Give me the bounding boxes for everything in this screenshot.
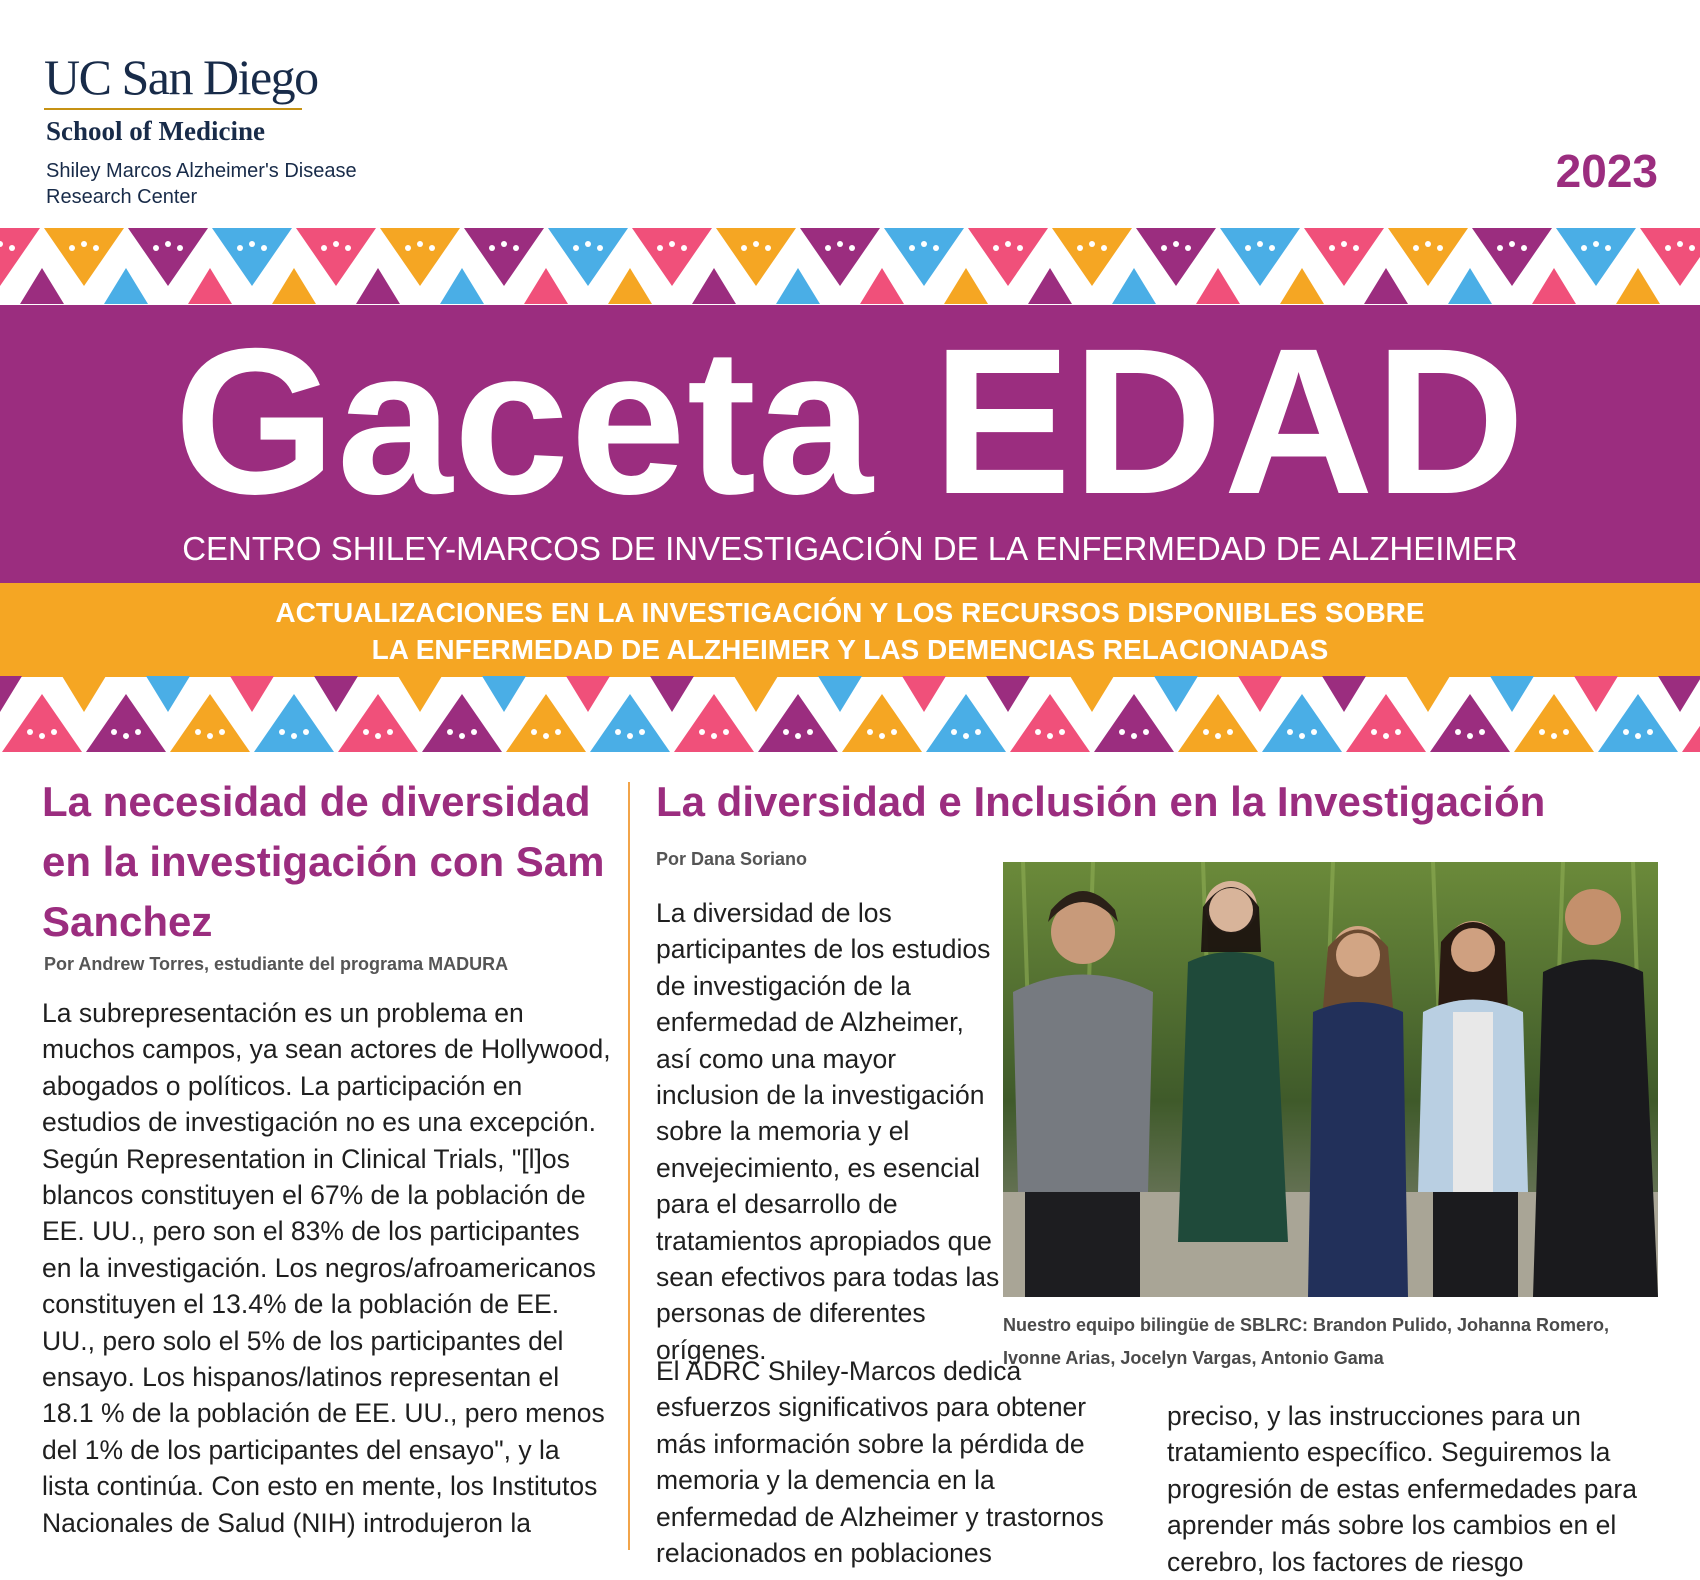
papel-picado-cutout [261, 245, 267, 251]
papel-picado-cutout [933, 245, 939, 251]
papel-picado-flag-small [1448, 268, 1492, 304]
tagline-line2: LA ENFERMEDAD DE ALZHEIMER Y LAS DEMENCIAS RELACIONADAS [371, 634, 1329, 665]
papel-picado-cutout [975, 729, 981, 735]
papel-picado-cutout [291, 733, 297, 739]
team-photo-illustration [1003, 862, 1658, 1297]
newsletter-subtitle: CENTRO SHILEY-MARCOS DE INVESTIGACIÓN DE LA ENFERMEDAD DE ALZHEIMER [182, 530, 1518, 567]
left-article-body [42, 995, 612, 1541]
papel-picado-cutout [825, 245, 831, 251]
papel-picado-flag [1388, 228, 1468, 286]
papel-picado-flag [1010, 694, 1090, 752]
papel-picado-flag-small [188, 268, 232, 304]
papel-picado-flag-small [1196, 268, 1240, 304]
papel-picado-cutout [219, 729, 225, 735]
papel-picado-cutout [1425, 241, 1431, 247]
papel-picado-cutout [417, 241, 423, 247]
papel-picado-flag-small [650, 676, 694, 712]
papel-picado-cutout [1131, 733, 1137, 739]
papel-picado-flag-small [1490, 676, 1534, 712]
papel-picado-cutout [1563, 729, 1569, 735]
papel-picado-cutout [249, 241, 255, 247]
papel-picado-cutout [1479, 729, 1485, 735]
papel-picado-band-bottom [0, 674, 1700, 754]
papel-picado-pattern-bottom [0, 674, 1700, 754]
papel-picado-flag-small [230, 676, 274, 712]
papel-picado-cutout [51, 729, 57, 735]
papel-picado-cutout [1101, 245, 1107, 251]
papel-picado-flag [674, 694, 754, 752]
papel-picado-flag [926, 694, 1006, 752]
papel-picado-flag [338, 694, 418, 752]
left-headline-line2: en la investigación con Sam [42, 838, 605, 885]
papel-picado-cutout [1227, 729, 1233, 735]
papel-picado-cutout [1647, 729, 1653, 735]
papel-picado-cutout [207, 733, 213, 739]
papel-picado-cutout [711, 733, 717, 739]
left-article-byline: Por Andrew Torres, estudiante del programa MADURA [44, 954, 509, 974]
papel-picado-cutout [1551, 733, 1557, 739]
papel-picado-cutout [195, 729, 201, 735]
papel-picado-flag-small [1154, 676, 1198, 712]
papel-picado-flag-small [524, 268, 568, 304]
papel-picado-cutout [1413, 245, 1419, 251]
papel-picado-cutout [1089, 241, 1095, 247]
papel-picado-cutout [1437, 245, 1443, 251]
papel-picado-flag-small [860, 268, 904, 304]
papel-picado-cutout [333, 241, 339, 247]
papel-picado-flag [296, 228, 376, 286]
papel-picado-flag-small [1238, 676, 1282, 712]
papel-picado-cutout [1665, 245, 1671, 251]
papel-picado-cutout [165, 241, 171, 247]
papel-picado-flag [254, 694, 334, 752]
papel-picado-flag [170, 694, 250, 752]
papel-picado-cutout [657, 245, 663, 251]
papel-picado-flag-small [272, 268, 316, 304]
papel-picado-flag-small [0, 676, 22, 712]
papel-picado-flag [1556, 228, 1636, 286]
papel-picado-cutout [741, 245, 747, 251]
papel-picado-cutout [753, 241, 759, 247]
papel-picado-cutout [405, 245, 411, 251]
papel-picado-cutout [303, 729, 309, 735]
papel-picado-flag [1178, 694, 1258, 752]
papel-picado-cutout [867, 729, 873, 735]
papel-picado-cutout [1059, 729, 1065, 735]
right-article-paragraph-1: La diversidad de los participantes de los estudios de investigación de la enfermedad de Alzheimer, así como una mayor inclusion de la investigación sobre la memoria y el envejecimiento, es esencial para el desarrollo de tratamientos apropiados que sean efectivos para todas las personas de diferentes orígenes. [656, 898, 1000, 1365]
papel-picado-cutout [1341, 241, 1347, 247]
papel-picado-cutout [111, 729, 117, 735]
right-article-paragraph-3: preciso, y las instrucciones para un tratamiento específico. Seguiremos la progresión de estas enfermedades para aprender más sobre los cambios en el cerebro, los factores de riesgo [1167, 1401, 1637, 1577]
papel-picado-cutout [783, 729, 789, 735]
papel-picado-flag-small [1322, 676, 1366, 712]
papel-picado-flag-small [356, 268, 400, 304]
papel-picado-cutout [1521, 245, 1527, 251]
papel-picado-flag [128, 228, 208, 286]
papel-picado-cutout [237, 245, 243, 251]
papel-picado-flag [548, 228, 628, 286]
papel-picado-flag-small [20, 268, 64, 304]
papel-picado-cutout [1383, 733, 1389, 739]
papel-picado-cutout [1581, 245, 1587, 251]
papel-picado-cutout [849, 245, 855, 251]
school-name: School of Medicine [46, 116, 265, 146]
papel-picado-flag-small [482, 676, 526, 712]
papel-picado-flag [1430, 694, 1510, 752]
papel-picado-cutout [1623, 729, 1629, 735]
papel-picado-flag-small [440, 268, 484, 304]
papel-picado-cutout [321, 245, 327, 251]
ucsd-logo-wordmark: UC San Diego [44, 49, 318, 105]
papel-picado-cutout [375, 733, 381, 739]
papel-picado-flag [632, 228, 712, 286]
papel-picado-pattern-top [0, 226, 1700, 306]
papel-picado-flag [86, 694, 166, 752]
center-name-line2: Research Center [46, 186, 198, 208]
papel-picado-flag [422, 694, 502, 752]
papel-picado-flag-small [734, 676, 778, 712]
papel-picado-flag [0, 228, 40, 286]
papel-picado-flag [212, 228, 292, 286]
papel-picado-flag-small [1028, 268, 1072, 304]
papel-picado-flag [1472, 228, 1552, 286]
papel-picado-flag-small [1616, 268, 1660, 304]
papel-picado-flag-small [1658, 676, 1700, 712]
papel-picado-cutout [1287, 729, 1293, 735]
papel-picado-flag-small [1364, 268, 1408, 304]
papel-picado-flag-small [62, 676, 106, 712]
papel-picado-cutout [39, 733, 45, 739]
issue-year: 2023 [1555, 145, 1658, 197]
papel-picado-cutout [93, 245, 99, 251]
left-article-paragraph: La subrepresentación es un problema en muchos campos, ya sean actores de Hollywood, abogados o políticos. La participación en estudios de investigación no es una excepción. Según Representation in Clinical Trials, "[l]os blancos constituyen el 67% de la población de EE. UU., pero son el 83% de los participantes en la investigación. Los negros/afroamericanos constituyen el 13.4% de la población de EE. UU., pero solo el 5% de los participantes del ensayo. Los hispanos/latinos representan el 18.1 % de la población de EE. UU., pero menos del 1% de los participantes del ensayo", y la lista continúa. Con esto en mente, los Institutos Nacionales de Salud (NIH) introdujeron la [42, 998, 611, 1538]
papel-picado-flag [1514, 694, 1594, 752]
papel-picado-flag-small [104, 268, 148, 304]
papel-picado-cutout [1605, 245, 1611, 251]
papel-picado-flag [968, 228, 1048, 286]
papel-picado-cutout [513, 245, 519, 251]
right-article-headline: La diversidad e Inclusión en la Investigación [656, 778, 1546, 825]
papel-picado-cutout [1005, 241, 1011, 247]
papel-picado-cutout [1173, 241, 1179, 247]
papel-picado-flag [1220, 228, 1300, 286]
papel-picado-flag-small [776, 268, 820, 304]
papel-picado-cutout [1203, 729, 1209, 735]
papel-picado-cutout [807, 729, 813, 735]
papel-picado-cutout [471, 729, 477, 735]
papel-picado-flag [464, 228, 544, 286]
papel-picado-cutout [879, 733, 885, 739]
papel-picado-cutout [909, 245, 915, 251]
papel-picado-cutout [501, 241, 507, 247]
papel-picado-flag-small [566, 676, 610, 712]
papel-picado-cutout [1467, 733, 1473, 739]
papel-picado-cutout [585, 241, 591, 247]
papel-picado-cutout [1035, 729, 1041, 735]
papel-picado-cutout [1689, 245, 1695, 251]
papel-picado-cutout [123, 733, 129, 739]
tagline-line1: ACTUALIZACIONES EN LA INVESTIGACIÓN Y LOS RECURSOS DISPONIBLES SOBRE [275, 597, 1425, 628]
photo-caption-line2: Ivonne Arias, Jocelyn Vargas, Antonio Gama [1003, 1348, 1384, 1368]
papel-picado-cutout [9, 245, 15, 251]
papel-picado-flag [1136, 228, 1216, 286]
papel-picado-flag [1598, 694, 1678, 752]
papel-picado-cutout [837, 241, 843, 247]
left-article-headline [42, 772, 622, 952]
papel-picado-flag-small [146, 676, 190, 712]
photo-caption-line1: Nuestro equipo bilingüe de SBLRC: Brandon Pulido, Johanna Romero, [1003, 1315, 1610, 1335]
papel-picado-cutout [1371, 729, 1377, 735]
papel-picado-cutout [627, 733, 633, 739]
papel-picado-cutout [459, 733, 465, 739]
papel-picado-flag [800, 228, 880, 286]
papel-picado-cutout [1269, 245, 1275, 251]
papel-picado-cutout [699, 729, 705, 735]
papel-picado-cutout [1539, 729, 1545, 735]
newsletter-title: Gaceta EDAD [174, 306, 1526, 538]
papel-picado-flag-small [818, 676, 862, 712]
papel-picado-cutout [1119, 729, 1125, 735]
papel-picado-cutout [69, 245, 75, 251]
papel-picado-cutout [135, 729, 141, 735]
papel-picado-cutout [1395, 729, 1401, 735]
papel-picado-cutout [279, 729, 285, 735]
papel-picado-flag [842, 694, 922, 752]
papel-picado-cutout [1353, 245, 1359, 251]
papel-picado-flag [506, 694, 586, 752]
papel-picado-band-top [0, 226, 1700, 306]
column-divider [628, 782, 630, 1550]
papel-picado-flag [44, 228, 124, 286]
papel-picado-cutout [993, 245, 999, 251]
papel-picado-cutout [951, 729, 957, 735]
papel-picado-cutout [429, 245, 435, 251]
papel-picado-flag-small [944, 268, 988, 304]
papel-picado-flag-small [1280, 268, 1324, 304]
papel-picado-flag [1346, 694, 1426, 752]
papel-picado-cutout [639, 729, 645, 735]
papel-picado-flag [2, 694, 82, 752]
papel-picado-cutout [891, 729, 897, 735]
papel-picado-cutout [1245, 245, 1251, 251]
papel-picado-cutout [555, 729, 561, 735]
papel-picado-cutout [1497, 245, 1503, 251]
papel-picado-cutout [1455, 729, 1461, 735]
papel-picado-flag [1094, 694, 1174, 752]
papel-picado-cutout [543, 733, 549, 739]
center-name-line1: Shiley Marcos Alzheimer's Disease [46, 160, 357, 182]
papel-picado-cutout [1047, 733, 1053, 739]
papel-picado-cutout [765, 245, 771, 251]
right-article-paragraph-2: El ADRC Shiley-Marcos dedica esfuerzos significativos para obtener más información sobre la pérdida de memoria y la demencia en la enfermedad de Alzheimer y trastornos relacionados en poblaciones [656, 1356, 1104, 1569]
papel-picado-cutout [1143, 729, 1149, 735]
papel-picado-flag-small [1070, 676, 1114, 712]
papel-picado-flag [716, 228, 796, 286]
papel-picado-cutout [363, 729, 369, 735]
papel-picado-cutout [681, 245, 687, 251]
papel-picado-flag-small [986, 676, 1030, 712]
papel-picado-cutout [963, 733, 969, 739]
team-photo [1003, 862, 1658, 1297]
papel-picado-cutout [153, 245, 159, 251]
papel-picado-flag-small [902, 676, 946, 712]
papel-picado-cutout [795, 733, 801, 739]
left-headline-line3: Sanchez [42, 898, 213, 945]
papel-picado-cutout [1299, 733, 1305, 739]
papel-picado-cutout [1329, 245, 1335, 251]
papel-picado-cutout [1185, 245, 1191, 251]
papel-picado-flag-small [314, 676, 358, 712]
papel-picado-cutout [1509, 241, 1515, 247]
papel-picado-cutout [177, 245, 183, 251]
papel-picado-cutout [669, 241, 675, 247]
papel-picado-cutout [531, 729, 537, 735]
papel-picado-flag [1262, 694, 1342, 752]
papel-picado-flag-small [398, 676, 442, 712]
papel-picado-cutout [1017, 245, 1023, 251]
papel-picado-flag [380, 228, 460, 286]
papel-picado-flag [1052, 228, 1132, 286]
papel-picado-flag [758, 694, 838, 752]
papel-picado-cutout [387, 729, 393, 735]
papel-picado-flag-small [1574, 676, 1618, 712]
papel-picado-flag-small [608, 268, 652, 304]
papel-picado-cutout [597, 245, 603, 251]
papel-picado-flag [1640, 228, 1700, 286]
papel-picado-cutout [489, 245, 495, 251]
left-headline-line1: La necesidad de diversidad [42, 778, 591, 825]
papel-picado-cutout [345, 245, 351, 251]
papel-picado-cutout [1677, 241, 1683, 247]
papel-picado-cutout [1215, 733, 1221, 739]
papel-picado-cutout [1077, 245, 1083, 251]
center-name [46, 158, 386, 210]
papel-picado-flag-small [1112, 268, 1156, 304]
papel-picado-flag-small [1532, 268, 1576, 304]
papel-picado-cutout [1161, 245, 1167, 251]
papel-picado-flag [1304, 228, 1384, 286]
papel-picado-flag [884, 228, 964, 286]
logo-divider [44, 108, 302, 110]
papel-picado-flag-small [1406, 676, 1450, 712]
papel-picado-flag [590, 694, 670, 752]
papel-picado-cutout [1593, 241, 1599, 247]
papel-picado-cutout [447, 729, 453, 735]
right-article-byline: Por Dana Soriano [656, 849, 808, 869]
papel-picado-cutout [1311, 729, 1317, 735]
papel-picado-cutout [27, 729, 33, 735]
papel-picado-cutout [1257, 241, 1263, 247]
tagline [0, 594, 1700, 668]
papel-picado-flag-small [692, 268, 736, 304]
papel-picado-cutout [723, 729, 729, 735]
papel-picado-cutout [573, 245, 579, 251]
papel-picado-cutout [921, 241, 927, 247]
papel-picado-cutout [615, 729, 621, 735]
papel-picado-cutout [1635, 733, 1641, 739]
papel-picado-cutout [81, 241, 87, 247]
